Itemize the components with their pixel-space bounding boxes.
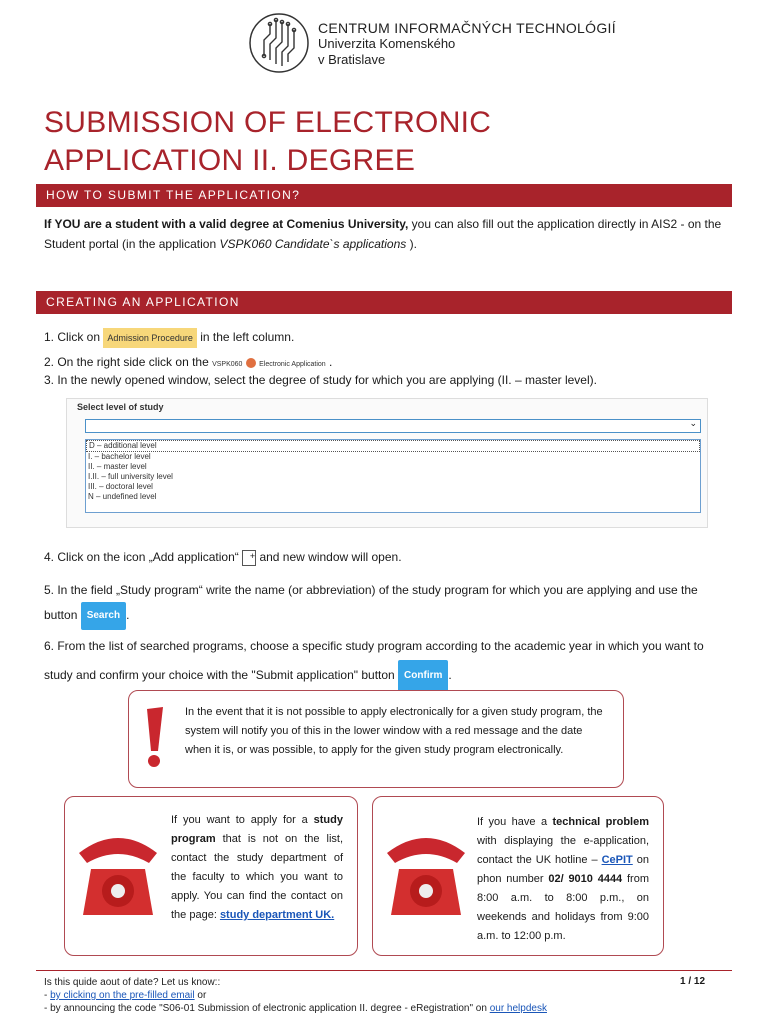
phone-icon bbox=[381, 823, 471, 923]
prefilled-email-link[interactable]: by clicking on the pre-filled email bbox=[50, 990, 195, 1001]
step6-text: 6. From the list of searched programs, choose a specific study program according to the academic year in which you want to study and confirm your choice with the "Submit application" button bbox=[44, 639, 704, 683]
select-level-label: Select level of study bbox=[77, 402, 164, 412]
step2-text: 2. On the right side click on the bbox=[44, 355, 213, 369]
admission-procedure-chip: Admission Procedure bbox=[103, 328, 197, 348]
application-icon bbox=[246, 358, 256, 368]
level-dropdown-list bbox=[85, 439, 701, 513]
helpdesk-link[interactable]: our helpdesk bbox=[489, 1003, 547, 1014]
footer-line1: Is this quide aout of date? Let us know:: bbox=[44, 977, 221, 988]
level-option: I.II. – full university level bbox=[88, 472, 173, 481]
step5-post: . bbox=[126, 608, 130, 623]
level-select-screenshot bbox=[66, 398, 708, 528]
step-5 bbox=[44, 578, 734, 630]
university-logo-icon bbox=[248, 12, 310, 74]
level-option: II. – master level bbox=[88, 462, 147, 471]
step-4 bbox=[44, 549, 402, 566]
footer-line2 bbox=[44, 989, 547, 1002]
step2-post: . bbox=[329, 355, 333, 369]
page-number: 1 / 12 bbox=[680, 976, 706, 987]
cr-t3: on phon number bbox=[477, 854, 649, 885]
org-line1: CENTRUM INFORMAČNÝCH TECHNOLÓGIÍ bbox=[318, 20, 616, 36]
search-button-image: Search bbox=[81, 602, 126, 630]
cr-t2: with displaying the e-application, contact the UK hotline – bbox=[477, 835, 649, 866]
step4-post: and new window will open. bbox=[259, 550, 402, 564]
cl-b1: study program bbox=[171, 814, 343, 845]
cr-b1: technical problem bbox=[552, 816, 649, 828]
cepit-link[interactable]: CePIT bbox=[601, 854, 633, 866]
step1-post: in the left column. bbox=[196, 330, 295, 345]
title-line2: APPLICATION II. DEGREE bbox=[44, 144, 416, 177]
footer-dash: - bbox=[44, 990, 51, 1001]
exclamation-icon bbox=[139, 705, 169, 771]
section-heading-creating: CREATING AN APPLICATION bbox=[36, 291, 732, 314]
footer-or: or bbox=[194, 990, 207, 1001]
step4-text: 4. Click on the icon „Add application“ bbox=[44, 550, 243, 564]
level-option: III. – doctoral level bbox=[88, 482, 153, 491]
confirm-button-image: Confirm bbox=[398, 660, 448, 692]
section1-app-name: VSPK060 Candidate`s applications bbox=[219, 237, 407, 251]
section1-paragraph bbox=[44, 214, 734, 254]
step-1 bbox=[44, 328, 294, 348]
level-option: N – undefined level bbox=[88, 492, 157, 501]
organization-name bbox=[318, 20, 616, 68]
section1-bold: If YOU are a student with a valid degree at Comenius University, bbox=[44, 217, 409, 231]
technical-problem-box bbox=[372, 796, 664, 956]
study-department-box bbox=[64, 796, 358, 956]
level-option: I. – bachelor level bbox=[88, 452, 151, 461]
warning-box bbox=[128, 690, 624, 788]
study-department-link[interactable]: study department UK. bbox=[219, 909, 335, 921]
footer-code-text: - by announcing the code "S06-01 Submission of electronic application II. degree - eRegistration" on bbox=[44, 1003, 490, 1014]
step5-text: 5. In the field „Study program“ write the name (or abbreviation) of the study program for which you are applying and use the button bbox=[44, 583, 698, 623]
cl-t2: that is not on the list, contact the study department of the faculty to which you want to apply. You can find the contact on the page: bbox=[171, 833, 343, 921]
step2-code: VSPK060 bbox=[212, 361, 243, 368]
org-line2: Univerzita Komenského bbox=[318, 36, 456, 51]
step-3: 3. In the newly opened window, select the degree of study for which you are applying (II. – master level). bbox=[44, 373, 597, 387]
level-select bbox=[85, 419, 701, 433]
title-line1: SUBMISSION OF ELECTRONIC bbox=[44, 106, 492, 139]
section1-text: you can also fill out the application directly in AIS2 - on the Student portal (in the application bbox=[44, 217, 722, 251]
step-2 bbox=[44, 354, 332, 373]
technical-problem-text bbox=[477, 813, 649, 946]
level-option: D – additional level bbox=[86, 440, 700, 452]
cl-t1: If you want to apply for a bbox=[171, 814, 314, 826]
section1-text-end: ). bbox=[406, 237, 417, 251]
section-heading-how-to-submit: HOW TO SUBMIT THE APPLICATION? bbox=[36, 184, 732, 207]
step6-post: . bbox=[448, 668, 452, 683]
page-title bbox=[44, 104, 491, 180]
step-6 bbox=[44, 632, 734, 692]
cr-t1: If you have a bbox=[477, 816, 553, 828]
org-line3: v Bratislave bbox=[318, 52, 386, 67]
footer bbox=[44, 976, 547, 1015]
footer-divider bbox=[36, 970, 732, 971]
add-application-icon: + bbox=[242, 550, 256, 566]
chevron-down-icon: ⌄ bbox=[689, 418, 697, 428]
phone-icon bbox=[73, 823, 163, 923]
step1-text: 1. Click on bbox=[44, 330, 104, 345]
footer-line3 bbox=[44, 1002, 547, 1015]
step2-app: Electronic Application bbox=[259, 361, 326, 368]
study-department-text bbox=[171, 811, 343, 925]
warning-text: In the event that it is not possible to apply electronically for a given study program, the system will notify you of this in the lower window with a red message and the date when it is, or was possible, to apply for the given study program electronically. bbox=[185, 706, 603, 756]
cr-t4: from 8:00 a.m. to 8:00 p.m., on weekends and holidays from 9:00 a.m. to 12:00 p.m. bbox=[477, 873, 649, 942]
hotline-number: 02/ 9010 4444 bbox=[548, 873, 623, 885]
